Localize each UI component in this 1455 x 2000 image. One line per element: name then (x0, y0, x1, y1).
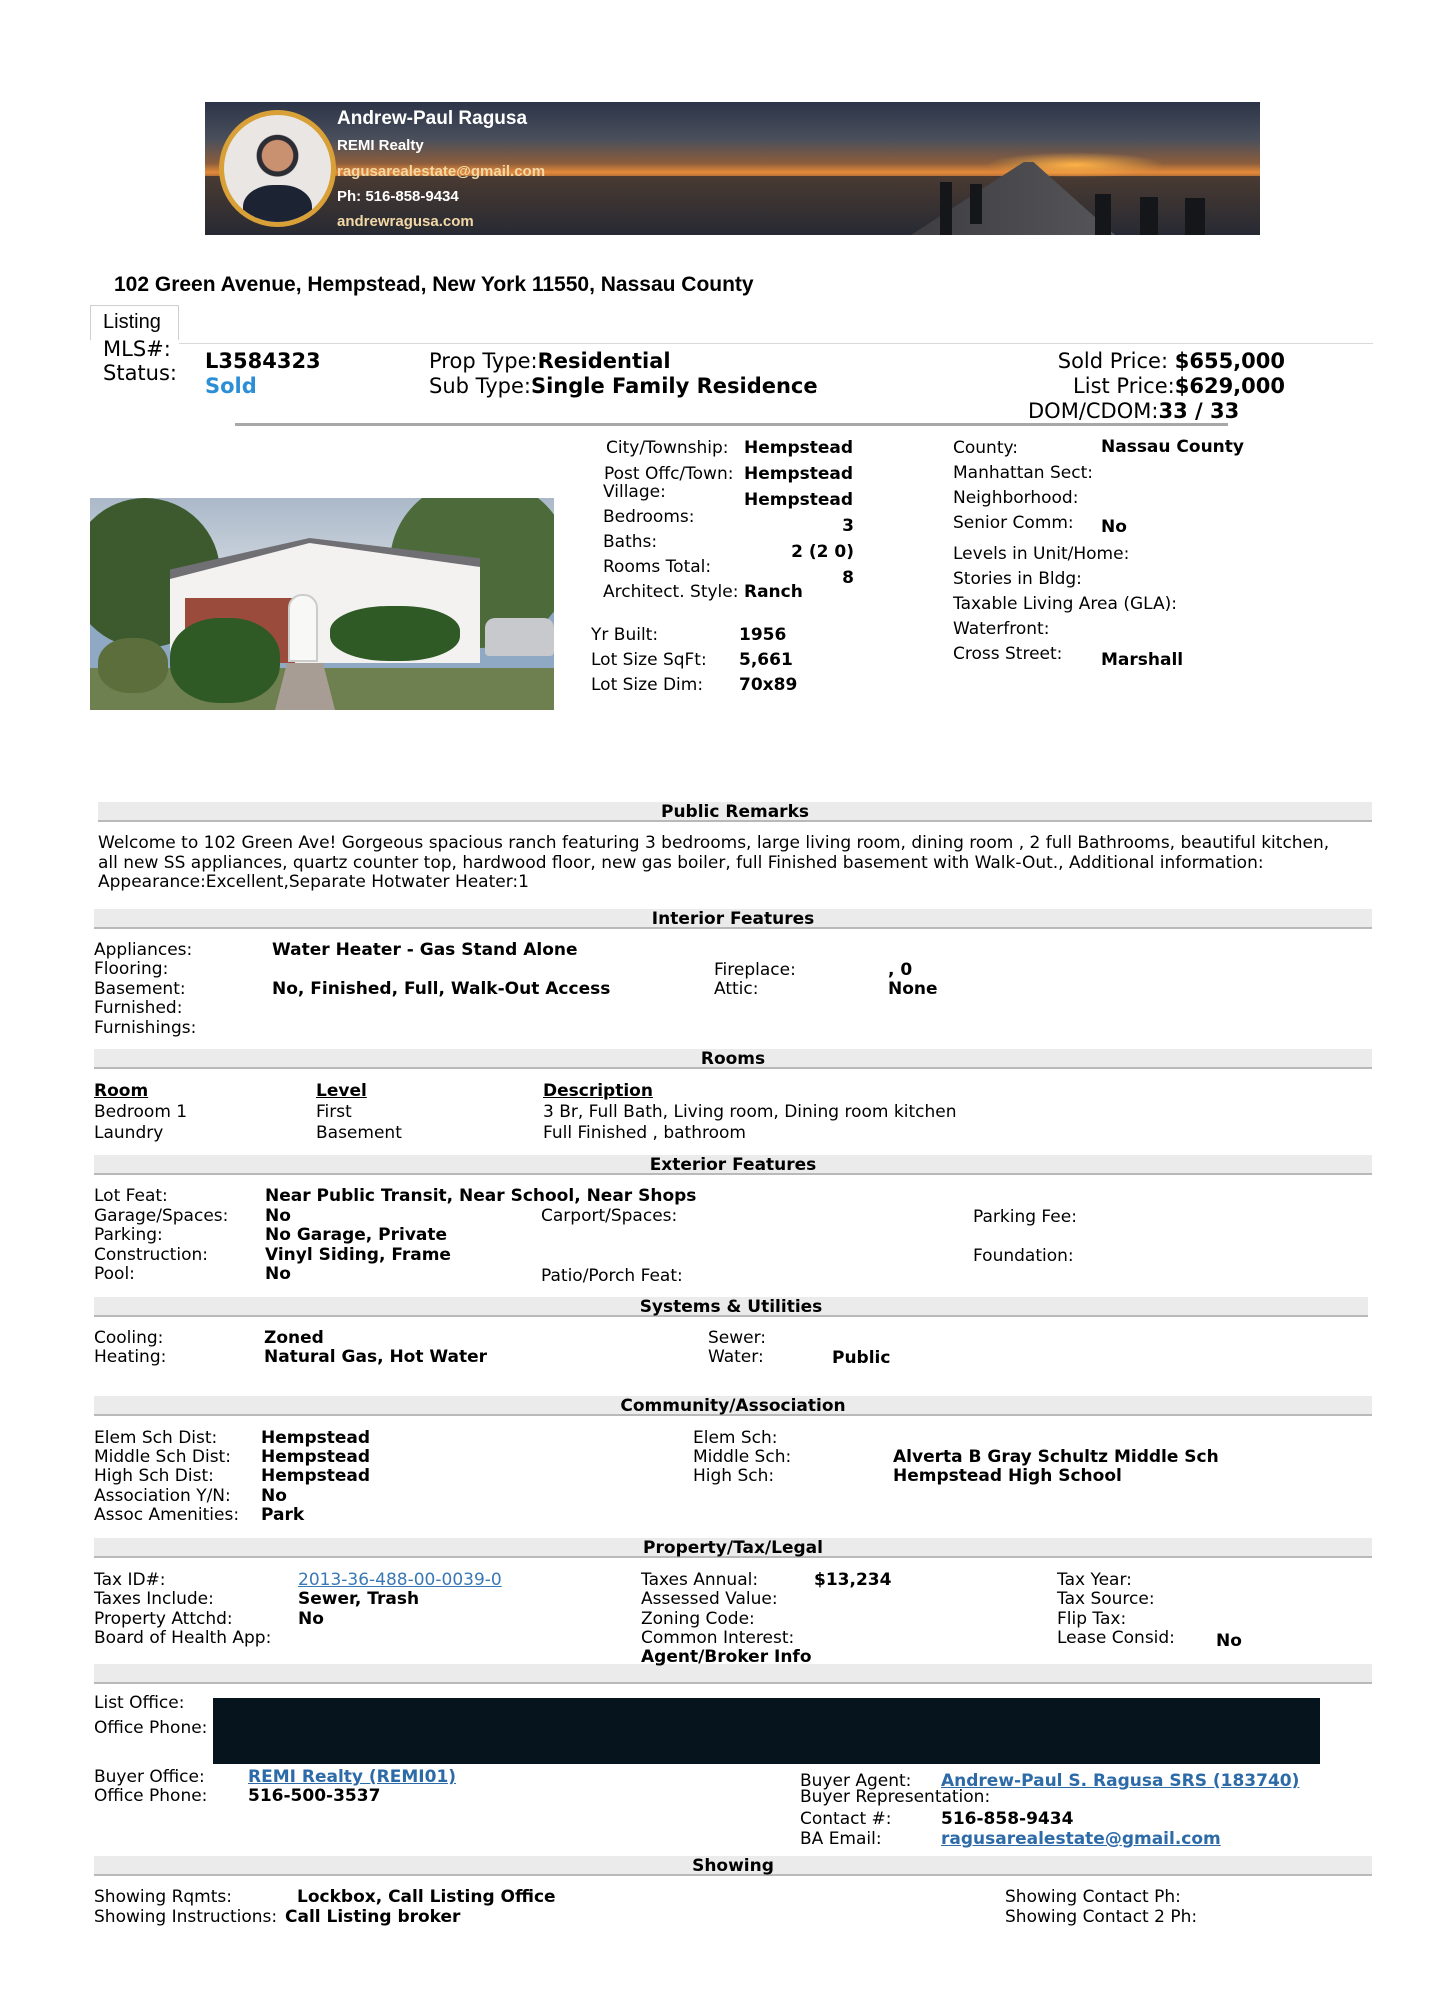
tax-id-link[interactable]: 2013-36-488-00-0039-0 (298, 1570, 502, 1590)
banner-phone: Ph: 516-858-9434 (337, 188, 459, 205)
section-header-remarks (98, 802, 1372, 822)
section-header-community (94, 1396, 1372, 1416)
property-address: 102 Green Avenue, Hempstead, New York 11550, Nassau County (114, 273, 754, 296)
patio-label: Patio/Porch Feat: (541, 1266, 683, 1286)
pier-post (970, 184, 982, 224)
water-label: Water: (708, 1347, 764, 1367)
city-value: Hempstead (744, 438, 854, 458)
prop-type (429, 349, 671, 373)
table-row-room: Laundry (94, 1123, 164, 1143)
high-dist-value: Hempstead (261, 1466, 371, 1486)
common-label: Common Interest: (641, 1628, 795, 1648)
prop-type-label: Prop Type: (429, 349, 538, 373)
buyer-phone-value: 516-500-3537 (248, 1786, 381, 1806)
county-value: Nassau County (1101, 437, 1244, 457)
interior-heading: Interior Features (651, 909, 815, 929)
pool-value: No (265, 1264, 291, 1284)
appliances-label: Appliances: (94, 940, 193, 960)
buyer-agent-link[interactable]: Andrew-Paul S. Ragusa SRS (183740) (941, 1771, 1300, 1791)
heating-value: Natural Gas, Hot Water (264, 1347, 488, 1367)
rooms-total-label: Rooms Total: (603, 557, 712, 577)
attic-value: None (888, 979, 938, 999)
tax-year-label: Tax Year: (1057, 1570, 1132, 1590)
lot-dim-value: 70x89 (739, 675, 798, 695)
heating-label: Heating: (94, 1347, 167, 1367)
banner-company: REMI Realty (337, 137, 424, 154)
lot-feat-label: Lot Feat: (94, 1186, 168, 1206)
agent-banner (205, 102, 1260, 235)
buyer-agent-label: Buyer Agent: (800, 1771, 912, 1791)
middle-dist-value: Hempstead (261, 1447, 371, 1467)
senior-value: No (1101, 517, 1127, 537)
basement-value: No, Finished, Full, Walk-Out Access (272, 979, 611, 999)
style-value: Ranch (744, 582, 803, 602)
pool-label: Pool: (94, 1264, 135, 1284)
sewer-label: Sewer: (708, 1328, 767, 1348)
furnishings-label: Furnishings: (94, 1018, 197, 1038)
list-price-value: $629,000 (1174, 374, 1285, 398)
fireplace-value: , 0 (888, 960, 913, 980)
tax-heading: Property/Tax/Legal (643, 1538, 823, 1558)
buyer-rep-label: Buyer Representation: (800, 1787, 991, 1807)
foundation-label: Foundation: (973, 1246, 1074, 1266)
remarks-line-2: all new SS appliances, quartz counter top, hardwood floor, new gas boiler, full Finished basement with Walk-Out., Additional information: (98, 853, 1264, 873)
dom-cdom (1028, 399, 1239, 423)
status-badge: Sold (205, 374, 257, 398)
contact-value: 516-858-9434 (941, 1809, 1074, 1829)
high-sch-value: Hempstead High School (893, 1466, 1122, 1486)
attchd-value: No (298, 1609, 324, 1629)
header-rule (235, 423, 1228, 426)
levels-label: Levels in Unit/Home: (953, 544, 1130, 564)
amenities-value: Park (261, 1505, 305, 1525)
association-value: No (261, 1486, 287, 1506)
cooling-label: Cooling: (94, 1328, 164, 1348)
remarks-line-3: Appearance:Excellent,Separate Hotwater Heater:1 (98, 872, 529, 892)
rooms-col-description: Description (543, 1081, 653, 1101)
tax-source-label: Tax Source: (1057, 1589, 1155, 1609)
bedrooms-value: 3 (842, 516, 854, 536)
parking-label: Parking: (94, 1225, 163, 1245)
pier-post (940, 182, 952, 235)
lot-dim-label: Lot Size Dim: (591, 675, 704, 695)
cooling-value: Zoned (264, 1328, 324, 1348)
senior-label: Senior Comm: (953, 513, 1074, 533)
flooring-label: Flooring: (94, 959, 169, 979)
post-label: Post Offc/Town: (604, 464, 734, 484)
list-price (1073, 374, 1285, 398)
attchd-label: Property Attchd: (94, 1609, 233, 1629)
attic-label: Attic: (714, 979, 759, 999)
village-value: Hempstead (744, 490, 854, 510)
tax-id-label: Tax ID#: (94, 1570, 166, 1590)
furnished-label: Furnished: (94, 998, 183, 1018)
dom-label: DOM/CDOM: (1028, 399, 1159, 423)
buyer-office-link[interactable]: REMI Realty (REMI01) (248, 1767, 457, 1787)
prop-type-value: Residential (537, 349, 671, 373)
baths-value: 2 (2 0) (791, 542, 854, 562)
mls-number: L3584323 (205, 349, 321, 373)
lot-sqft-value: 5,661 (739, 650, 793, 670)
list-price-label: List Price: (1073, 374, 1175, 398)
water-value: Public (832, 1348, 891, 1368)
sub-type (429, 374, 818, 398)
rooms-heading: Rooms (700, 1049, 766, 1069)
taxes-include-value: Sewer, Trash (298, 1589, 420, 1609)
taxes-annual-label: Taxes Annual: (641, 1570, 759, 1590)
banner-agent-name: Andrew-Paul Ragusa (337, 108, 528, 129)
association-label: Association Y/N: (94, 1486, 231, 1506)
section-header-interior (94, 909, 1372, 929)
taxes-include-label: Taxes Include: (94, 1589, 214, 1609)
sold-price (1058, 349, 1285, 373)
taxes-annual-value: $13,234 (814, 1570, 892, 1590)
elem-sch-label: Elem Sch: (693, 1428, 778, 1448)
section-header-tax (94, 1538, 1372, 1558)
style-label: Architect. Style: (603, 582, 739, 602)
city-label: City/Township: (606, 438, 729, 458)
section-header-showing (94, 1856, 1372, 1876)
table-row-level: First (316, 1102, 352, 1122)
appliances-value: Water Heater - Gas Stand Alone (272, 940, 578, 960)
assessed-label: Assessed Value: (641, 1589, 778, 1609)
health-label: Board of Health App: (94, 1628, 272, 1648)
systems-heading: Systems & Utilities (639, 1297, 823, 1317)
parking-value: No Garage, Private (265, 1225, 448, 1245)
manhattan-label: Manhattan Sect: (953, 463, 1093, 483)
redacted-block (213, 1698, 1320, 1764)
high-sch-label: High Sch: (693, 1466, 775, 1486)
flip-tax-label: Flip Tax: (1057, 1609, 1127, 1629)
stories-label: Stories in Bldg: (953, 569, 1082, 589)
showing-contact-label: Showing Contact Ph: (1005, 1887, 1181, 1907)
yr-built-label: Yr Built: (591, 625, 659, 645)
section-header-systems (94, 1297, 1368, 1317)
pier-post (1185, 198, 1205, 235)
pier-post (1095, 194, 1111, 235)
bedrooms-label: Bedrooms: (603, 507, 695, 527)
showing-heading: Showing (692, 1856, 774, 1876)
ba-email-link[interactable]: ragusarealestate@gmail.com (941, 1829, 1221, 1849)
rooms-total-value: 8 (842, 568, 854, 588)
rooms-col-room: Room (94, 1081, 149, 1101)
showing-contact2-label: Showing Contact 2 Ph: (1005, 1907, 1198, 1927)
lot-sqft-label: Lot Size SqFt: (591, 650, 707, 670)
buyer-office-label: Buyer Office: (94, 1767, 205, 1787)
amenities-label: Assoc Amenities: (94, 1505, 240, 1525)
section-header-agent (94, 1664, 1372, 1684)
tab-listing[interactable] (90, 305, 179, 340)
zoning-label: Zoning Code: (641, 1609, 755, 1629)
baths-label: Baths: (603, 532, 658, 552)
sold-price-label: Sold Price: (1057, 349, 1175, 373)
property-photo[interactable] (90, 498, 554, 710)
buyer-phone-label: Office Phone: (94, 1786, 208, 1806)
agent-avatar (219, 110, 336, 227)
status-label: Status: (103, 361, 177, 385)
remarks-heading: Public Remarks (661, 802, 809, 822)
fireplace-label: Fireplace: (714, 960, 796, 980)
contact-label: Contact #: (800, 1809, 892, 1829)
neighborhood-label: Neighborhood: (953, 488, 1079, 508)
office-phone-label: Office Phone: (94, 1718, 208, 1738)
banner-email: ragusarealestate@gmail.com (337, 163, 546, 180)
section-header-exterior (94, 1155, 1372, 1175)
lot-feat-value: Near Public Transit, Near School, Near Shops (265, 1186, 697, 1206)
lease-label: Lease Consid: (1057, 1628, 1175, 1648)
table-row-description: 3 Br, Full Bath, Living room, Dining room kitchen (543, 1102, 957, 1122)
tab-listing-label: Listing (103, 311, 161, 333)
cross-street-label: Cross Street: (953, 644, 1063, 664)
sold-price-value: $655,000 (1174, 349, 1285, 373)
gla-label: Taxable Living Area (GLA): (953, 594, 1177, 614)
sub-type-label: Sub Type: (429, 374, 531, 398)
construction-label: Construction: (94, 1245, 208, 1265)
parking-fee-label: Parking Fee: (973, 1207, 1077, 1227)
garage-label: Garage/Spaces: (94, 1206, 229, 1226)
exterior-heading: Exterior Features (649, 1155, 817, 1175)
lease-value: No (1216, 1631, 1242, 1651)
middle-dist-label: Middle Sch Dist: (94, 1447, 231, 1467)
community-heading: Community/Association (620, 1396, 846, 1416)
section-header-rooms (94, 1049, 1372, 1069)
dom-value: 33 / 33 (1158, 399, 1240, 423)
remarks-line-1: Welcome to 102 Green Ave! Gorgeous spacious ranch featuring 3 bedrooms, large living room, dining room , 2 full Bathrooms, beautiful kitchen, (98, 833, 1330, 853)
agent-heading: Agent/Broker Info (641, 1647, 812, 1667)
header-divider (179, 343, 1373, 344)
showing-instr-value: Call Listing broker (285, 1907, 461, 1927)
showing-instr-label: Showing Instructions: (94, 1907, 278, 1927)
elem-dist-value: Hempstead (261, 1428, 371, 1448)
waterfront-label: Waterfront: (953, 619, 1050, 639)
village-label: Village: (603, 482, 666, 502)
table-row-room: Bedroom 1 (94, 1102, 188, 1122)
middle-sch-label: Middle Sch: (693, 1447, 792, 1467)
garage-value: No (265, 1206, 291, 1226)
table-row-description: Full Finished , bathroom (543, 1123, 746, 1143)
middle-sch-value: Alverta B Gray Schultz Middle Sch (893, 1447, 1219, 1467)
county-label: County: (953, 438, 1019, 458)
banner-website: andrewragusa.com (337, 213, 474, 230)
cross-street-value: Marshall (1101, 650, 1184, 670)
elem-dist-label: Elem Sch Dist: (94, 1428, 218, 1448)
post-value: Hempstead (744, 464, 854, 484)
showing-rqmts-value: Lockbox, Call Listing Office (297, 1887, 556, 1907)
construction-value: Vinyl Siding, Frame (265, 1245, 451, 1265)
yr-built-value: 1956 (739, 625, 787, 645)
mls-label: MLS#: (103, 337, 171, 361)
basement-label: Basement: (94, 979, 186, 999)
sub-type-value: Single Family Residence (530, 374, 818, 398)
pier-post (1140, 197, 1158, 235)
high-dist-label: High Sch Dist: (94, 1466, 214, 1486)
list-office-label: List Office: (94, 1693, 185, 1713)
ba-email-label: BA Email: (800, 1829, 882, 1849)
carport-label: Carport/Spaces: (541, 1206, 678, 1226)
rooms-col-level: Level (316, 1081, 367, 1101)
table-row-level: Basement (316, 1123, 402, 1143)
showing-rqmts-label: Showing Rqmts: (94, 1887, 232, 1907)
